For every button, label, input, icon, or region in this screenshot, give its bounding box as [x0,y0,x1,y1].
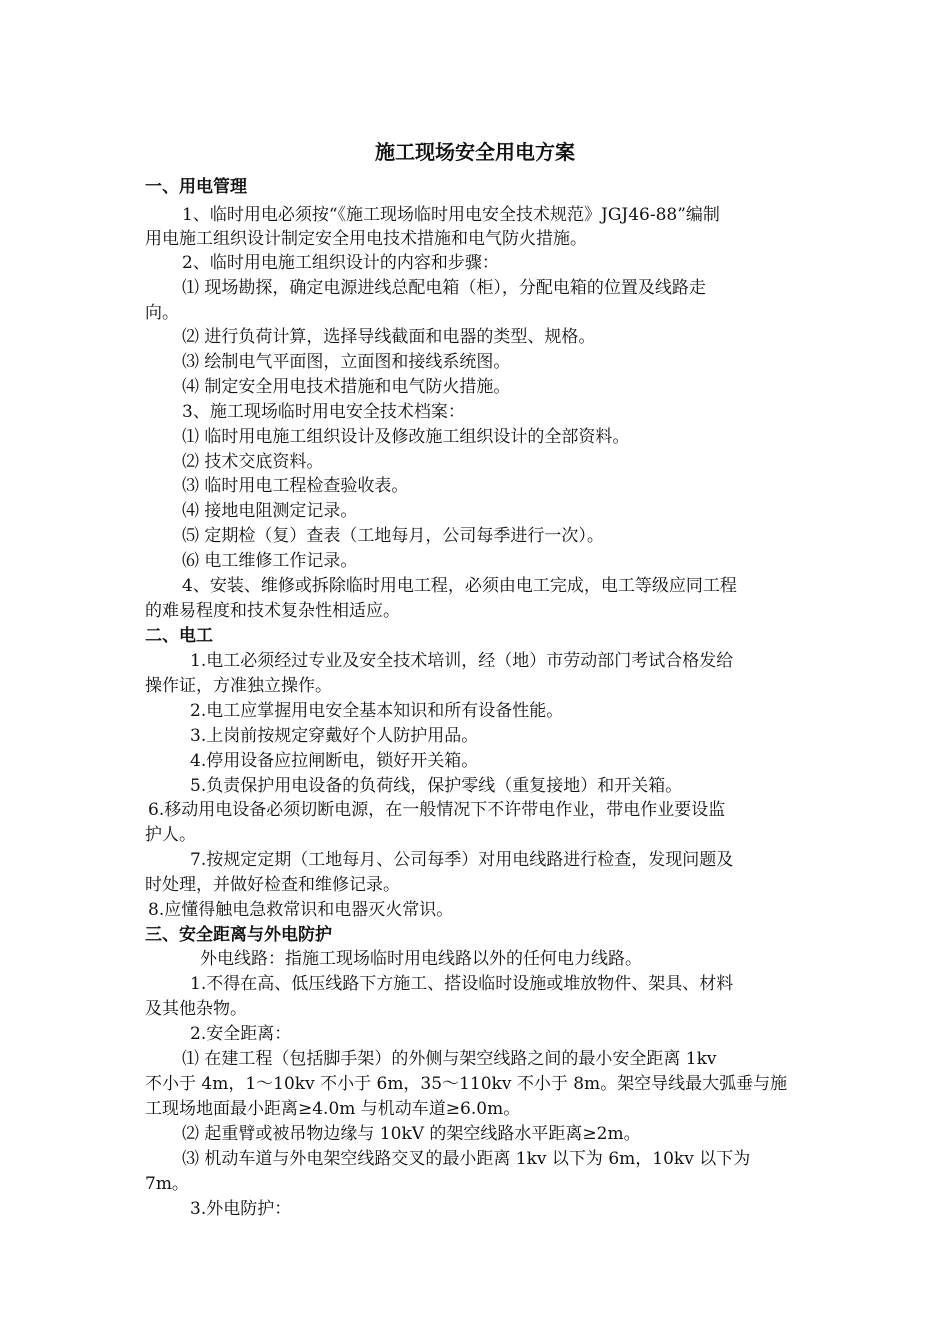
paragraph-line: 时处理，并做好检查和维修记录。 [145,875,400,895]
paragraph-line: 6.移动用电设备必须切断电源，在一般情况下不许带电作业，带电作业要设监 [148,800,726,820]
paragraph-line: 3.外电防护： [190,1199,292,1219]
paragraph-line: ⑴ 临时用电施工组织设计及修改施工组织设计的全部资料。 [182,427,630,447]
paragraph-line: ⑶ 绘制电气平面图，立面图和接线系统图。 [182,352,511,372]
paragraph-line: ⑶ 机动车道与外电架空线路交叉的最小距离 1kv 以下为 6m，10kv 以下为 [182,1149,751,1169]
paragraph-line: 1、临时用电必须按“《施工现场临时用电安全技术规范》JGJ46-88”编制 [182,205,720,225]
paragraph-line: 1.不得在高、低压线路下方施工、搭设临时设施或堆放物件、架具、材料 [190,974,734,994]
paragraph-line: ⑹ 电工维修工作记录。 [182,551,358,571]
paragraph-line: 2.安全距离： [190,1024,292,1044]
paragraph-line: 4.停用设备应拉闸断电，锁好开关箱。 [190,751,479,771]
paragraph-line: 2、临时用电施工组织设计的内容和步骤： [182,253,499,273]
paragraph-line: ⑶ 临时用电工程检查验收表。 [182,476,409,496]
section-heading: 三、安全距离与外电防护 [145,925,332,945]
paragraph-line: ⑴ 在建工程（包括脚手架）的外侧与架空线路之间的最小安全距离 1kv [182,1049,717,1069]
paragraph-line: 3、施工现场临时用电安全技术档案： [182,402,465,422]
paragraph-line: 护人。 [145,825,196,845]
paragraph-line: 3.上岗前按规定穿戴好个人防护用品。 [190,726,479,746]
paragraph-line: 2.电工应掌握用电安全基本知识和所有设备性能。 [190,701,564,721]
paragraph-line: ⑵ 起重臂或被吊物边缘与 10kV 的架空线路水平距离≥2m。 [182,1124,641,1144]
paragraph-line: 工现场地面最小距离≥4.0m 与机动车道≥6.0m。 [145,1099,521,1119]
paragraph-line: 及其他杂物。 [145,999,247,1019]
paragraph-line: ⑵ 技术交底资料。 [182,452,324,472]
paragraph-line: 7.按规定定期（工地每月、公司每季）对用电线路进行检查，发现问题及 [190,850,734,870]
paragraph-line: 8.应懂得触电急救常识和电器灭火常识。 [148,900,454,920]
paragraph-line: ⑴ 现场勘探，确定电源进线总配电箱（柜），分配电箱的位置及线路走 [182,278,706,298]
paragraph-line: 1.电工必须经过专业及安全技术培训，经（地）市劳动部门考试合格发给 [190,651,734,671]
section-heading: 二、电工 [145,626,213,646]
paragraph-line: ⑸ 定期检（复）查表（工地每月，公司每季进行一次）。 [182,526,604,546]
paragraph-line: 操作证，方准独立操作。 [145,676,332,696]
paragraph-line: ⑷ 制定安全用电技术措施和电气防火措施。 [182,377,511,397]
paragraph-line: 不小于 4m，1～10kv 不小于 6m，35～110kv 不小于 8m。架空导线最大弧垂与施 [145,1074,788,1094]
paragraph-line: 7m。 [145,1174,189,1194]
paragraph-line: ⑵ 进行负荷计算，选择导线截面和电器的类型、规格。 [182,327,596,347]
paragraph-line: ⑷ 接地电阻测定记录。 [182,501,358,521]
paragraph-line: 5.负责保护用电设备的负荷线，保护零线（重复接地）和开关箱。 [190,776,683,796]
paragraph-line: 外电线路：指施工现场临时用电线路以外的任何电力线路。 [200,949,642,969]
page-title: 施工现场安全用电方案 [375,140,575,164]
section-heading: 一、用电管理 [145,177,247,197]
paragraph-line: 用电施工组织设计制定安全用电技术措施和电气防火措施。 [145,229,587,249]
paragraph-line: 向。 [145,303,179,323]
paragraph-line: 4、安装、维修或拆除临时用电工程，必须由电工完成，电工等级应同工程 [182,576,737,596]
paragraph-line: 的难易程度和技术复杂性相适应。 [145,601,400,621]
